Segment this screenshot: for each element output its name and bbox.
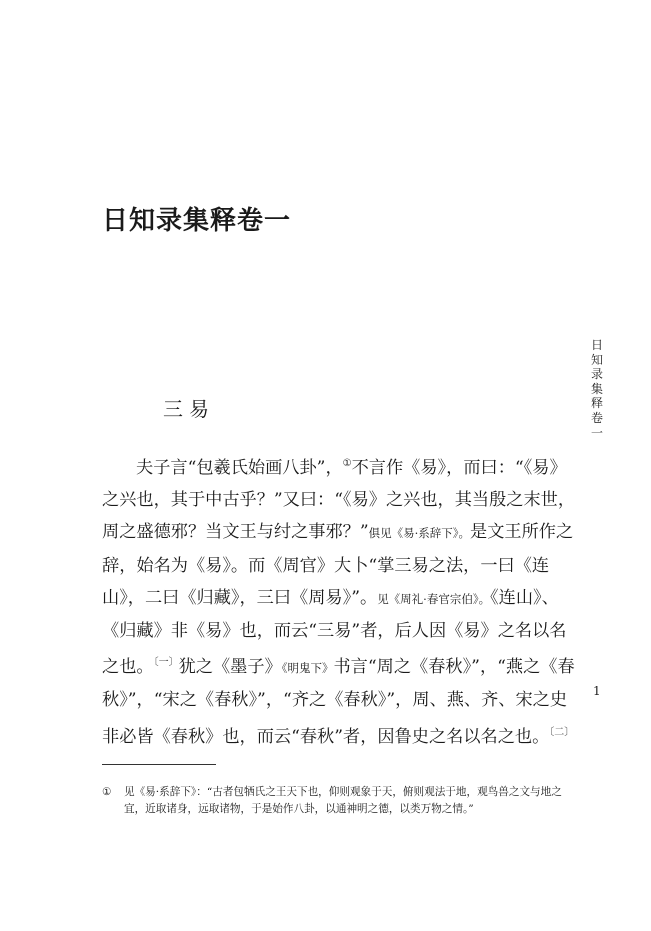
main-paragraph [102,448,580,753]
running-head: 日知录集释卷一 [590,338,603,440]
text-segment: 书言“周之《春秋》”，“燕之《春秋》”，“宋之《春秋》”，“齐之《春秋》”，周、燕、齐、宋之史非必皆《春秋》也，而云“春秋”者，因鲁史之名以名之也。 [102,657,575,747]
footnote-rule [102,764,216,765]
section-title: 三易 [163,397,215,421]
collation-note-reference[interactable]: 〔一〕 [153,657,179,669]
footnote-reference[interactable]: ① [342,458,352,469]
text-segment: 不言作《易》，而曰：“《易》之兴也，其于中古乎？”又曰：“《易》之兴也，其当殷之末世，周之盛德邪？当文王与纣之事邪？” [102,458,576,543]
footnote-marker: ① [102,786,112,798]
page-number: 1 [593,684,601,698]
text-segment: 《连山》、《归藏》非《易》也，而云“三易”者，后人因《易》之名以名之也。 [102,587,567,678]
inline-source-note: 见《周礼·春官宗伯》。 [377,591,491,606]
text-segment: 是文王所作之辞，始名为《易》。而《周官》大卜“掌三易之法，一曰《连山》，二曰《归藏》，三曰《周易》”。 [102,522,574,608]
chapter-title: 日知录集释卷一 [102,206,292,236]
collation-note-reference[interactable]: 〔二〕 [549,726,575,738]
text-segment: 夫子言“包羲氏始画八卦”， [136,458,343,478]
footnote-text: 见《易·系辞下》：“古者包牺氏之王天下也，仰则观象于天，俯则观法于地，观鸟兽之文与地之宜，近取诸身，远取诸物，于是始作八卦，以通神明之德，以类万物之情。” [124,786,562,815]
footnote [102,784,582,818]
inline-source-note: 《明鬼下》 [281,661,334,676]
inline-source-note: 俱见《易·系辞下》。 [368,526,471,541]
text-segment: 犹之《墨子》 [178,657,282,678]
